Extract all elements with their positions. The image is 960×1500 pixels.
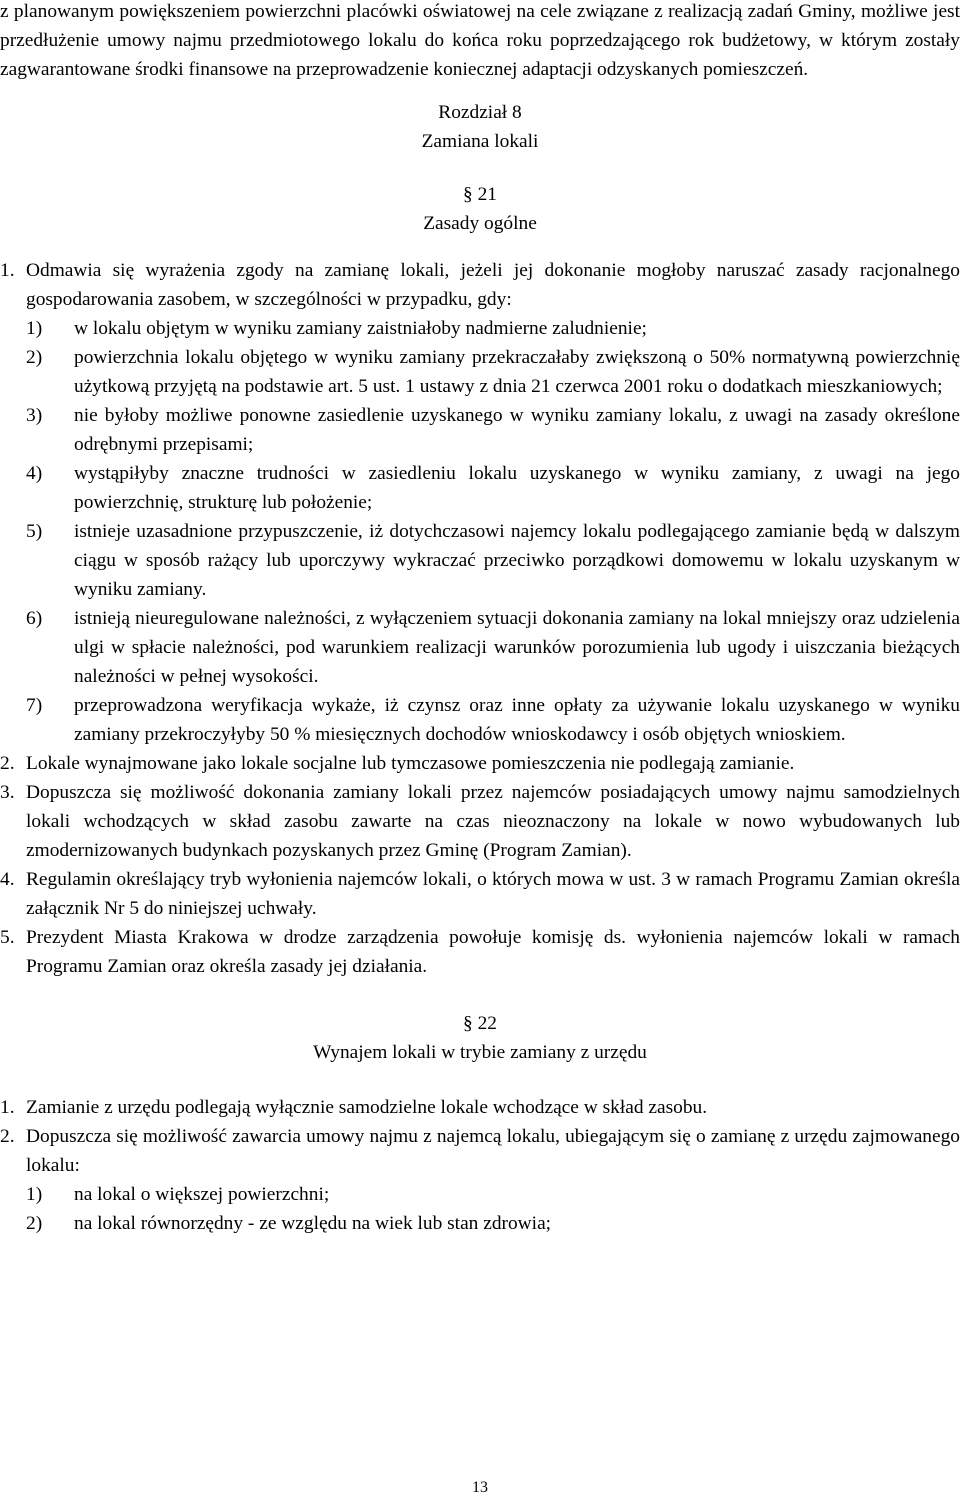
sub-list bbox=[26, 1180, 960, 1238]
sub-item-text: nie byłoby możliwe ponowne zasiedlenie uzyskanego w wyniku zamiany lokalu, z uwagi na zasady określone odrębnymi przepisami; bbox=[74, 405, 960, 455]
section-title-22: Wynajem lokali w trybie zamiany z urzędu bbox=[313, 1042, 647, 1063]
paragraph-item bbox=[0, 923, 960, 981]
sub-item-text: wystąpiłyby znaczne trudności w zasiedleniu lokalu uzyskanego w wyniku zamiany, z uwagi na jego powierzchnię, strukturę lub położenie; bbox=[74, 463, 960, 513]
section-21-items bbox=[0, 256, 960, 981]
sub-item-number: 2) bbox=[26, 347, 43, 368]
item-number: 1. bbox=[0, 1097, 15, 1118]
sub-item-number: 3) bbox=[26, 405, 43, 426]
sub-item-number: 6) bbox=[26, 608, 43, 629]
sub-item-text: w lokalu objętym w wyniku zamiany zaistniałoby nadmierne zaludnienie; bbox=[74, 318, 647, 339]
sub-item-text: istnieją nieuregulowane należności, z wyłączeniem sytuacji dokonania zamiany na lokal mniejszy oraz udzielenia ulgi w spłacie należności, pod warunkiem realizacji warunków porozumienia lub ugody i uiszczania bieżących należności w pełnej wysokości. bbox=[74, 608, 960, 687]
page-number: 13 bbox=[472, 1479, 488, 1496]
section-symbol: § bbox=[463, 1013, 473, 1034]
paragraph-item bbox=[0, 256, 960, 314]
item-text: Odmawia się wyrażenia zgody na zamianę lokali, jeżeli jej dokonanie mogłoby naruszać zasady racjonalnego gospodarowania zasobem, w szczególności w przypadku, gdy: bbox=[26, 260, 960, 310]
section-number: 21 bbox=[477, 184, 497, 205]
section-heading-21 bbox=[0, 180, 960, 209]
sub-item-text: istnieje uzasadnione przypuszczenie, iż dotychczasowi najemcy lokalu podlegającego zamianie będą w dalszym ciągu w sposób rażący lub uporczywy wykraczać przeciwko porządkowi domowemu w lokalu uzyskanym w wyniku zamiany. bbox=[74, 521, 960, 600]
item-text: Regulamin określający tryb wyłonienia najemców lokali, o których mowa w ust. 3 w ramach Programu Zamian określa załącznik Nr 5 do niniejszej uchwały. bbox=[26, 869, 960, 919]
item-number: 2. bbox=[0, 753, 15, 774]
sub-item bbox=[26, 1209, 960, 1238]
sub-item-number: 4) bbox=[26, 463, 43, 484]
chapter-label: Rozdział 8 bbox=[438, 102, 522, 123]
paragraph-item bbox=[0, 865, 960, 923]
sub-item-number: 1) bbox=[26, 318, 43, 339]
item-text: Dopuszcza się możliwość dokonania zamiany lokali przez najemców posiadających umowy najmu samodzielnych lokali wchodzących w skład zasobu zawarte na czas nieoznaczony na lokale w nowo wybudowanych lub zmodernizowanych budynkach pozyskanych przez Gminę (Program Zamian). bbox=[26, 782, 960, 861]
item-number: 2. bbox=[0, 1126, 15, 1147]
sub-item bbox=[26, 517, 960, 604]
sub-item bbox=[26, 314, 960, 343]
sub-item-text: na lokal o większej powierzchni; bbox=[74, 1184, 330, 1205]
item-number: 4. bbox=[0, 869, 15, 890]
sub-item bbox=[26, 343, 960, 401]
sub-item-text: na lokal równorzędny - ze względu na wiek lub stan zdrowia; bbox=[74, 1213, 552, 1234]
paragraph-item bbox=[0, 778, 960, 865]
sub-list bbox=[26, 314, 960, 749]
section-title-21: Zasady ogólne bbox=[423, 213, 537, 234]
item-text: Dopuszcza się możliwość zawarcia umowy najmu z najemcą lokalu, ubiegającym się o zamianę z urzędu zajmowanego lokalu: bbox=[26, 1126, 960, 1176]
section-22-items bbox=[0, 1093, 960, 1238]
sub-item-number: 1) bbox=[26, 1184, 43, 1205]
sub-item bbox=[26, 604, 960, 691]
sub-item-text: przeprowadzona weryfikacja wykaże, iż czynsz oraz inne opłaty za używanie lokalu uzyskanego w wyniku zamiany przekroczyłyby 50 % miesięcznych dochodów wnioskodawcy i osób objętych wnioskiem. bbox=[74, 695, 960, 745]
section-symbol: § bbox=[463, 184, 473, 205]
chapter-title: Zamiana lokali bbox=[421, 131, 539, 152]
section-heading-22 bbox=[0, 1009, 960, 1038]
item-number: 5. bbox=[0, 927, 15, 948]
paragraph-item bbox=[0, 1122, 960, 1180]
sub-item bbox=[26, 459, 960, 517]
item-text: Lokale wynajmowane jako lokale socjalne lub tymczasowe pomieszczenia nie podlegają zamianie. bbox=[26, 753, 795, 774]
paragraph-item bbox=[0, 749, 960, 778]
sub-item bbox=[26, 691, 960, 749]
item-text: Zamianie z urzędu podlegają wyłącznie samodzielne lokale wchodzące w skład zasobu. bbox=[26, 1097, 708, 1118]
item-number: 3. bbox=[0, 782, 15, 803]
sub-item-number: 2) bbox=[26, 1213, 43, 1234]
sub-item-text: powierzchnia lokalu objętego w wyniku zamiany przekraczałaby zwiększoną o 50% normatywną powierzchnię użytkową przyjętą na podstawie art. 5 ust. 1 ustawy z dnia 21 czerwca 2001 roku o dodatkach mieszkaniowych; bbox=[74, 347, 960, 397]
intro-paragraph: z planowanym powiększeniem powierzchni placówki oświatowej na cele związane z realizacją zadań Gminy, możliwe jest przedłużenie umowy najmu przedmiotowego lokalu do końca roku poprzedzającego rok budżetowy, w którym zostały zagwarantowane środki finansowe na przeprowadzenie koniecznej adaptacji odzyskanych pomieszczeń. bbox=[0, 1, 960, 80]
sub-item bbox=[26, 401, 960, 459]
item-text: Prezydent Miasta Krakowa w drodze zarządzenia powołuje komisję ds. wyłonienia najemców lokali w ramach Programu Zamian oraz określa zasady jej działania. bbox=[26, 927, 960, 977]
section-number: 22 bbox=[477, 1013, 497, 1034]
item-number: 1. bbox=[0, 260, 15, 281]
paragraph-item bbox=[0, 1093, 960, 1122]
sub-item-number: 7) bbox=[26, 695, 43, 716]
sub-item-number: 5) bbox=[26, 521, 43, 542]
sub-item bbox=[26, 1180, 960, 1209]
